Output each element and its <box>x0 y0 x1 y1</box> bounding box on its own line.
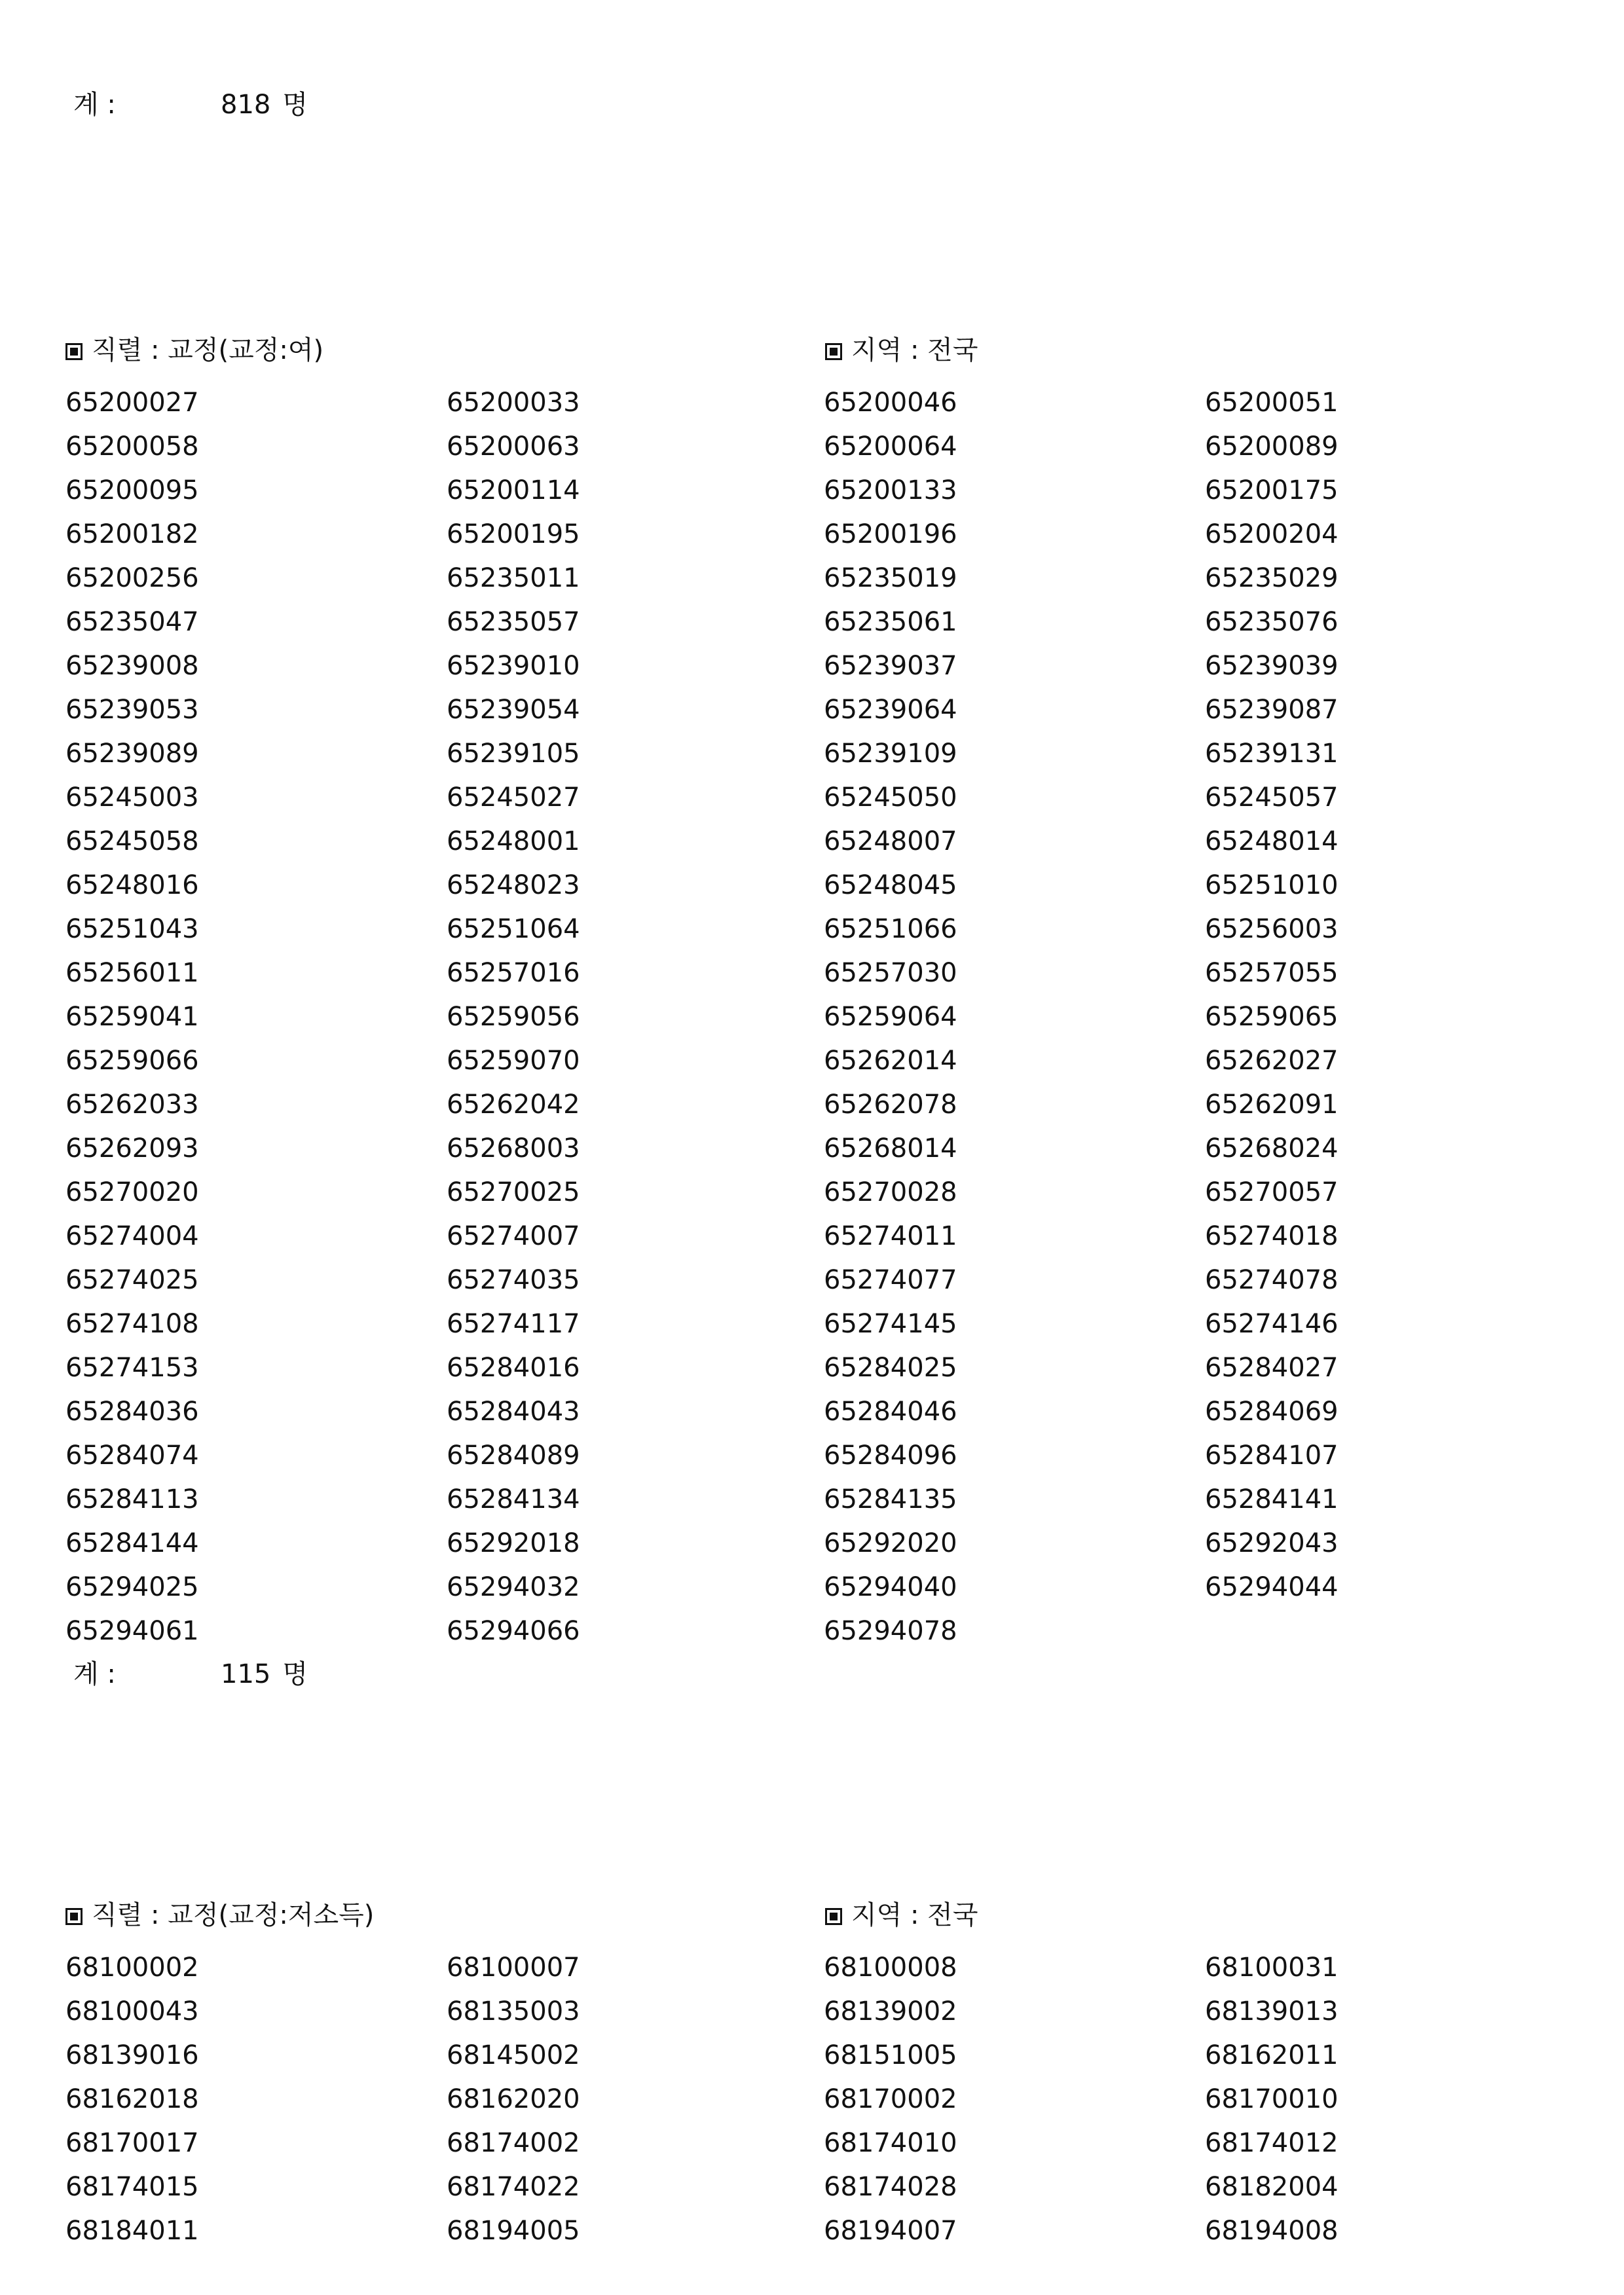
candidate-number: 65268024 <box>1205 1133 1338 1164</box>
candidate-number: 65200182 <box>65 519 199 549</box>
candidate-number: 65239037 <box>824 650 957 681</box>
candidate-number: 65239064 <box>824 694 957 725</box>
candidate-number: 65292018 <box>447 1528 580 1558</box>
candidate-number: 68170010 <box>1205 2084 1338 2114</box>
section-title-right <box>825 331 978 370</box>
candidate-number: 65294040 <box>824 1571 957 1602</box>
section-title-right <box>825 1896 978 1935</box>
candidate-number: 65284144 <box>65 1528 199 1558</box>
candidate-number: 65284135 <box>824 1484 957 1515</box>
candidate-number: 68135003 <box>447 1996 580 2027</box>
candidate-number: 65262014 <box>824 1045 957 1076</box>
candidate-number: 65200046 <box>824 387 957 418</box>
candidate-number: 65262033 <box>65 1089 199 1120</box>
candidate-number: 65284025 <box>824 1352 957 1383</box>
region-title: 지역 : 전국 <box>851 335 978 365</box>
total-count: 818 <box>221 90 271 120</box>
candidate-number: 65239087 <box>1205 694 1338 725</box>
candidate-number: 65284036 <box>65 1396 199 1427</box>
candidate-number: 65239039 <box>1205 650 1338 681</box>
candidate-number: 65284069 <box>1205 1396 1338 1427</box>
candidate-number: 68100007 <box>447 1952 580 1983</box>
candidate-number: 65274035 <box>447 1264 580 1295</box>
candidate-number: 65259064 <box>824 1001 957 1032</box>
candidate-number: 65248016 <box>65 870 199 900</box>
candidate-number: 65270025 <box>447 1177 580 1207</box>
candidate-number: 65284027 <box>1205 1352 1338 1383</box>
total-unit: 명 <box>282 1659 308 1689</box>
candidate-number: 68170017 <box>65 2127 199 2158</box>
candidate-number: 68145002 <box>447 2040 580 2070</box>
total-label: 계 : <box>73 1659 116 1689</box>
candidate-number: 65245003 <box>65 782 199 813</box>
candidate-number: 65239053 <box>65 694 199 725</box>
candidate-number: 65256003 <box>1205 913 1338 944</box>
candidate-number: 65239008 <box>65 650 199 681</box>
candidate-number: 65235057 <box>447 606 580 637</box>
candidate-number: 65270020 <box>65 1177 199 1207</box>
candidate-number: 65274117 <box>447 1308 580 1339</box>
candidate-number: 65268003 <box>447 1133 580 1164</box>
candidate-number: 65245058 <box>65 826 199 856</box>
candidate-number: 65259066 <box>65 1045 199 1076</box>
candidate-number: 68151005 <box>824 2040 957 2070</box>
candidate-number: 65200089 <box>1205 431 1338 462</box>
candidate-number: 65200114 <box>447 475 580 505</box>
candidate-number: 65259065 <box>1205 1001 1338 1032</box>
candidate-number: 65239109 <box>824 738 957 769</box>
candidate-number: 65262093 <box>65 1133 199 1164</box>
section-header <box>0 331 1624 380</box>
candidate-number: 65274018 <box>1205 1221 1338 1251</box>
candidate-number: 65251010 <box>1205 870 1338 900</box>
candidate-number: 68170002 <box>824 2084 957 2114</box>
candidate-number: 65292020 <box>824 1528 957 1558</box>
candidate-number: 65294078 <box>824 1615 957 1646</box>
candidate-number: 65235076 <box>1205 606 1338 637</box>
candidate-number: 68174010 <box>824 2127 957 2158</box>
candidate-number: 65292043 <box>1205 1528 1338 1558</box>
section-total <box>0 1653 1624 1702</box>
candidate-number: 65274153 <box>65 1352 199 1383</box>
candidate-number: 68139002 <box>824 1996 957 2027</box>
candidate-number: 65274146 <box>1205 1308 1338 1339</box>
candidate-number: 65284107 <box>1205 1440 1338 1471</box>
section-header <box>0 1896 1624 1945</box>
candidate-number: 65274078 <box>1205 1264 1338 1295</box>
candidate-number: 65248023 <box>447 870 580 900</box>
candidate-number: 65284043 <box>447 1396 580 1427</box>
candidate-number: 65235047 <box>65 606 199 637</box>
candidate-number: 65294044 <box>1205 1571 1338 1602</box>
candidate-number: 68100008 <box>824 1952 957 1983</box>
square-bullet-icon <box>825 1908 842 1925</box>
number-grid <box>65 380 1624 1653</box>
candidate-number: 65248001 <box>447 826 580 856</box>
candidate-number: 65274025 <box>65 1264 199 1295</box>
top-total <box>73 88 308 121</box>
candidate-number: 65245027 <box>447 782 580 813</box>
candidate-number: 65262091 <box>1205 1089 1338 1120</box>
candidate-number: 68194005 <box>447 2215 580 2246</box>
candidate-number: 65200027 <box>65 387 199 418</box>
candidate-number: 68174015 <box>65 2171 199 2202</box>
candidate-number: 65200051 <box>1205 387 1338 418</box>
section-correction-female <box>0 331 1624 1702</box>
candidate-number: 65284141 <box>1205 1484 1338 1515</box>
square-bullet-icon <box>65 343 83 360</box>
candidate-number: 68162011 <box>1205 2040 1338 2070</box>
candidate-number: 65200175 <box>1205 475 1338 505</box>
candidate-number: 65248014 <box>1205 826 1338 856</box>
candidate-number: 68174012 <box>1205 2127 1338 2158</box>
candidate-number: 65200095 <box>65 475 199 505</box>
candidate-number: 68100031 <box>1205 1952 1338 1983</box>
section-title-left <box>65 331 323 370</box>
candidate-number: 65294066 <box>447 1615 580 1646</box>
total-label: 계 : <box>73 90 116 120</box>
candidate-number: 65274011 <box>824 1221 957 1251</box>
candidate-number: 65284074 <box>65 1440 199 1471</box>
candidate-number: 68182004 <box>1205 2171 1338 2202</box>
candidate-number: 65284134 <box>447 1484 580 1515</box>
candidate-number: 65262042 <box>447 1089 580 1120</box>
square-bullet-icon <box>825 343 842 360</box>
candidate-number: 65200133 <box>824 475 957 505</box>
candidate-number: 65235029 <box>1205 562 1338 593</box>
candidate-number: 65294025 <box>65 1571 199 1602</box>
candidate-number: 65259056 <box>447 1001 580 1032</box>
candidate-number: 65274077 <box>824 1264 957 1295</box>
candidate-number: 65200196 <box>824 519 957 549</box>
candidate-number: 68162020 <box>447 2084 580 2114</box>
candidate-number: 65262027 <box>1205 1045 1338 1076</box>
candidate-number: 65274145 <box>824 1308 957 1339</box>
candidate-number: 65274004 <box>65 1221 199 1251</box>
candidate-number: 68194007 <box>824 2215 957 2246</box>
candidate-number: 65248007 <box>824 826 957 856</box>
candidate-number: 68139013 <box>1205 1996 1338 2027</box>
candidate-number: 65248045 <box>824 870 957 900</box>
series-title: 직렬 : 교정(교정:여) <box>92 335 324 365</box>
candidate-number: 65251066 <box>824 913 957 944</box>
candidate-number: 68174028 <box>824 2171 957 2202</box>
candidate-number: 65262078 <box>824 1089 957 1120</box>
candidate-number: 68100043 <box>65 1996 199 2027</box>
candidate-number: 68139016 <box>65 2040 199 2070</box>
candidate-number: 65235011 <box>447 562 580 593</box>
candidate-number: 65251043 <box>65 913 199 944</box>
candidate-number: 65257055 <box>1205 957 1338 988</box>
candidate-number: 65200064 <box>824 431 957 462</box>
candidate-number: 65284113 <box>65 1484 199 1515</box>
number-grid <box>65 1945 1624 2252</box>
section-title-left <box>65 1896 374 1935</box>
candidate-number: 65200033 <box>447 387 580 418</box>
candidate-number: 68100002 <box>65 1952 199 1983</box>
section-correction-low-income <box>0 1896 1624 2252</box>
candidate-number: 65257016 <box>447 957 580 988</box>
candidate-number: 65239089 <box>65 738 199 769</box>
candidate-number: 65200058 <box>65 431 199 462</box>
candidate-number: 65284096 <box>824 1440 957 1471</box>
candidate-number: 68174022 <box>447 2171 580 2202</box>
candidate-number: 65257030 <box>824 957 957 988</box>
candidate-number: 68162018 <box>65 2084 199 2114</box>
candidate-number: 65270028 <box>824 1177 957 1207</box>
candidate-number: 65274108 <box>65 1308 199 1339</box>
total-count: 115 <box>221 1659 271 1689</box>
candidate-number: 68194008 <box>1205 2215 1338 2246</box>
candidate-number: 65200204 <box>1205 519 1338 549</box>
candidate-number: 65200195 <box>447 519 580 549</box>
candidate-number: 65274007 <box>447 1221 580 1251</box>
square-bullet-icon <box>65 1908 83 1925</box>
candidate-number: 65251064 <box>447 913 580 944</box>
candidate-number: 65284089 <box>447 1440 580 1471</box>
candidate-number: 65259070 <box>447 1045 580 1076</box>
region-title: 지역 : 전국 <box>851 1900 978 1930</box>
candidate-number: 65259041 <box>65 1001 199 1032</box>
candidate-number: 68174002 <box>447 2127 580 2158</box>
candidate-number: 65239131 <box>1205 738 1338 769</box>
candidate-number: 68184011 <box>65 2215 199 2246</box>
series-title: 직렬 : 교정(교정:저소득) <box>92 1900 375 1930</box>
candidate-number: 65245057 <box>1205 782 1338 813</box>
candidate-number: 65239105 <box>447 738 580 769</box>
candidate-number: 65294032 <box>447 1571 580 1602</box>
candidate-number: 65239054 <box>447 694 580 725</box>
candidate-number: 65200063 <box>447 431 580 462</box>
candidate-number: 65268014 <box>824 1133 957 1164</box>
candidate-number: 65239010 <box>447 650 580 681</box>
total-unit: 명 <box>282 90 308 120</box>
candidate-number: 65294061 <box>65 1615 199 1646</box>
candidate-number: 65270057 <box>1205 1177 1338 1207</box>
candidate-number: 65256011 <box>65 957 199 988</box>
candidate-number: 65235061 <box>824 606 957 637</box>
candidate-number: 65235019 <box>824 562 957 593</box>
candidate-number: 65200256 <box>65 562 199 593</box>
candidate-number: 65245050 <box>824 782 957 813</box>
candidate-number: 65284046 <box>824 1396 957 1427</box>
candidate-number: 65284016 <box>447 1352 580 1383</box>
